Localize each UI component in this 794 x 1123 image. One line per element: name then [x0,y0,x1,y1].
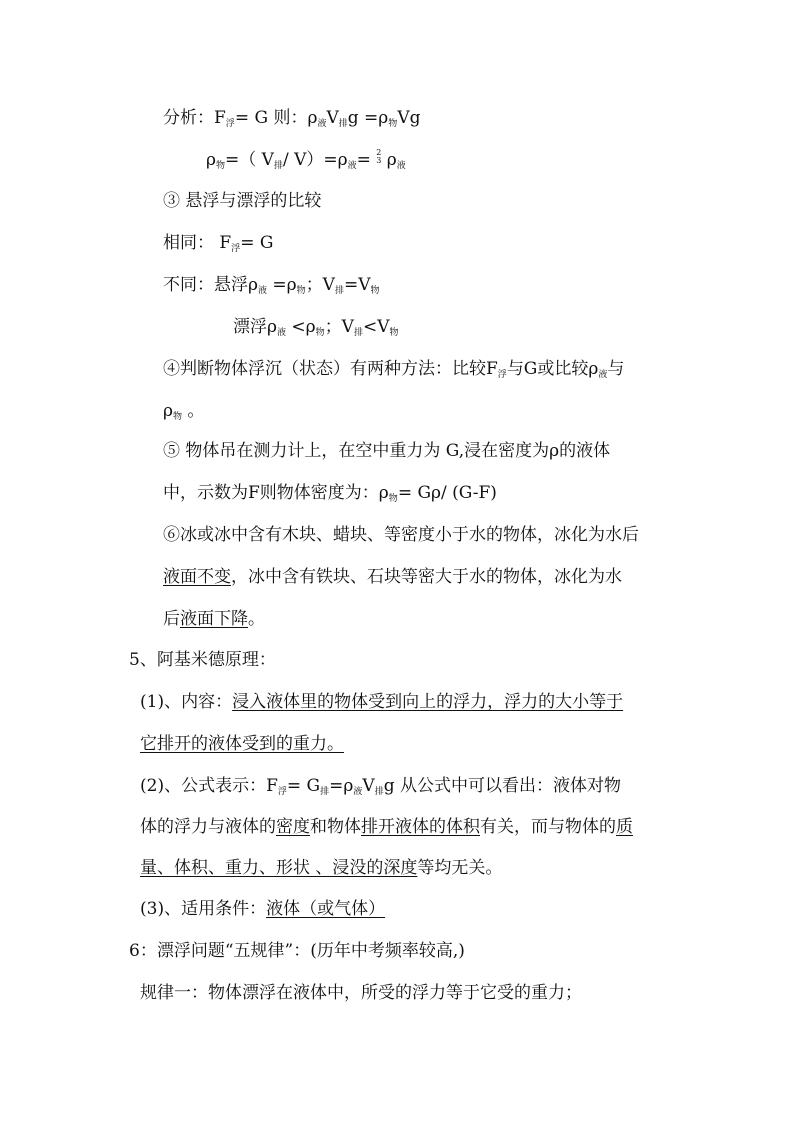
text-run: V [326,108,339,128]
text-run: 6：漂浮问题“五规律”：(历年中考频率较高,) [129,941,465,961]
spring-scale-line-2 [163,481,497,511]
text-run: 有关，而与物体的 [480,817,616,837]
underlined-text: 浸入液体里的物体受到向上的浮力，浮力的大小等于 [232,692,624,712]
subscript: 物 [388,119,398,129]
text-run: ρ [381,150,397,170]
different-suspend-line [163,273,380,303]
subscript: 物 [315,328,325,338]
text-run: =V [343,275,371,295]
judge-method-line-2 [163,399,204,429]
subscript: 排 [320,787,330,797]
section-archimedes [129,648,276,672]
underlined-text: 量、体积、重力、形状 、浸没的深度 [140,858,418,878]
underlined-text: 液体（或气体） [266,899,386,919]
subscript: 排 [353,328,363,338]
subscript: 液 [258,286,268,296]
text-run: =ρ [267,275,297,295]
subscript: 浮 [277,787,287,797]
text-run: = G [286,776,321,796]
judge-method-line [163,357,624,387]
text-run: ；V [305,275,335,295]
text-run: (1)、内容： [140,692,233,712]
analysis-line [163,106,420,136]
text-run: 体的浮力与液体的 [140,817,276,837]
formula-line [140,774,621,804]
subscript: 排 [334,286,344,296]
text-run: ；V [324,317,354,337]
text-run: 与 [607,359,625,379]
text-run: ，冰中含有铁块、石块等密大于水的物体，冰化为水 [231,567,622,587]
density-ratio-line [206,148,406,178]
subscript: 液 [277,328,287,338]
subscript: 物 [388,494,398,504]
heading-compare [163,189,321,213]
fraction-denominator: 3 [376,156,382,165]
condition-line [140,897,385,921]
subscript: 浮 [225,119,235,129]
text-run: = G [240,233,274,253]
subscript: 排 [273,161,283,171]
ice-line-3 [163,607,265,631]
text-run: 等均无关。 [417,858,503,878]
text-run: 5、阿基米德原理： [129,650,276,670]
text-run: =（ V [225,150,274,170]
text-run: 相同： F [163,233,232,253]
text-run: 漂浮ρ [233,317,277,337]
text-run: =ρ [329,776,354,796]
subscript: 液 [598,370,608,380]
text-run: = G 则：ρ [234,108,318,128]
text-run: 不同：悬浮ρ [163,275,258,295]
text-run: 。 [248,609,265,629]
subscript: 物 [370,286,380,296]
text-run: ③ 悬浮与漂浮的比较 [163,191,322,211]
text-run: 中，示数为F则物体密度为：ρ [163,483,389,503]
different-float-line [233,315,399,345]
subscript: 液 [353,787,363,797]
underlined-text: 液面不变 [163,567,231,587]
subscript: 物 [216,161,226,171]
text-run: 分析：F [163,108,226,128]
formula-line-2 [140,815,633,839]
text-run: <V [362,317,390,337]
text-run: (2)、公式表示：F [140,776,278,796]
content-line [140,690,623,714]
subscript: 物 [389,328,399,338]
underlined-text: 液面下降 [180,609,248,629]
text-run: Vg [397,108,421,128]
text-run: 与G或比较ρ [506,359,599,379]
text-run: g 从公式中可以看出：液体对物 [383,776,622,796]
text-run: 后 [163,609,180,629]
text-run: g =ρ [347,108,389,128]
content-line-2 [140,732,344,756]
same-line [163,231,273,261]
subscript: 浮 [231,244,241,254]
section-float-rules [129,939,465,963]
text-run: <ρ [286,317,316,337]
text-run: ⑤ 物体吊在测力计上，在空中重力为 G,浸在密度为ρ的液体 [163,441,611,461]
text-run: 。 [182,401,205,421]
subscript: 液 [396,161,406,171]
ice-line-2 [163,565,622,589]
text-run: / V）=ρ [282,150,348,170]
subscript: 排 [338,119,348,129]
subscript: 排 [374,787,384,797]
spring-scale-line [163,439,610,463]
text-run: 规律一：物体漂浮在液体中，所受的浮力等于它受的重力； [140,983,582,1003]
text-run: = Gρ/ (G-F) [397,483,497,503]
ice-line [163,523,639,547]
text-run: ρ [206,150,216,170]
text-run: (3)、适用条件： [140,899,267,919]
text-run: ρ [163,401,173,421]
fraction-numerator: 2 [376,148,382,157]
subscript: 物 [296,286,306,296]
subscript: 物 [173,412,183,422]
underlined-text: 排开液体的体积 [361,817,480,837]
formula-line-3 [140,856,502,880]
text-run: ⑥冰或冰中含有木块、蜡块、等密度小于水的物体，冰化为水后 [163,525,639,545]
text-run: ④判断物体浮沉（状态）有两种方法：比较F [163,359,498,379]
rule-one-line [140,981,582,1005]
subscript: 液 [347,161,357,171]
underlined-text: 质 [616,817,633,837]
subscript: 浮 [497,370,507,380]
text-run: 和物体 [310,817,361,837]
subscript: 液 [317,119,327,129]
text-run: V [362,776,375,796]
underlined-text: 它排开的液体受到的重力。 [140,734,344,754]
text-run: = [356,150,377,170]
underlined-text: 密度 [276,817,310,837]
